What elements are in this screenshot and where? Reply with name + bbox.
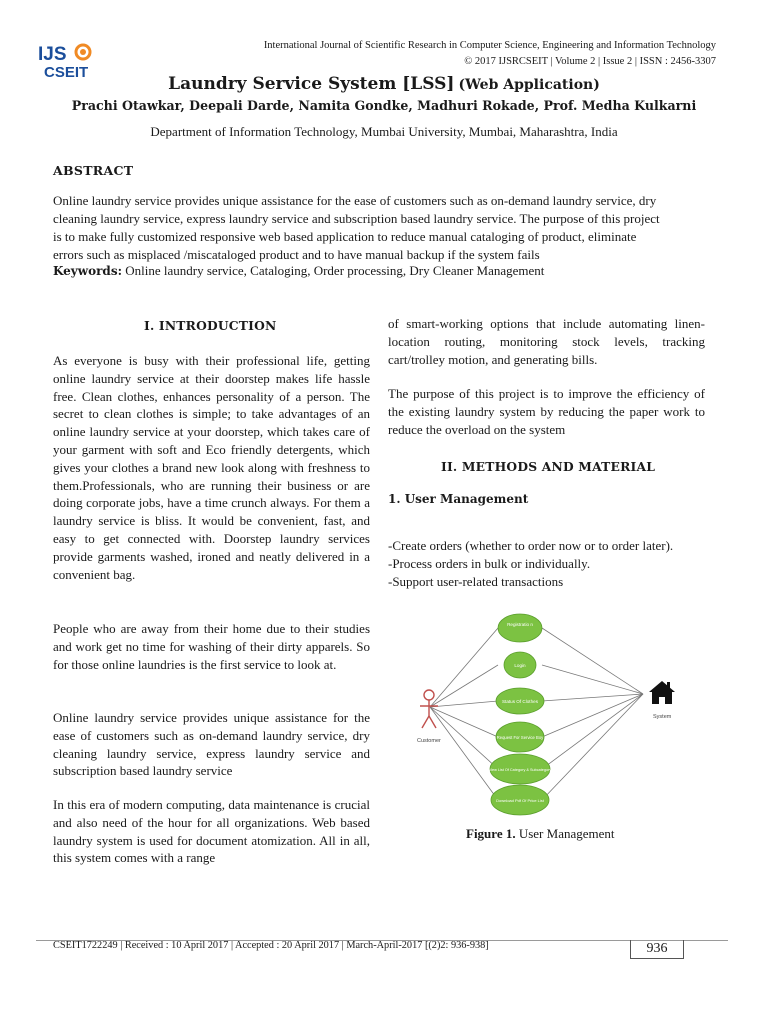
link-line: [430, 701, 498, 707]
use-case-label: Login: [514, 663, 526, 668]
paper-title: [0, 74, 768, 94]
intro-p1-text: As everyone is busy with their professional life, getting online laundry service at their doorstep makes life hassle free. Clean clothes, enhances personality of a person. The secret to clean clothes is simple; to take advantages of an online laundry service at your doorstep, which takes care of your garment with soft and Eco friendly detergents, which gives your clothes a brand new look along with freshness to them.Professionals, who are running their business or are doing corporate jobs, have a time crunch always. For them a laundry service is bliss. It would be convenient, fast, and easy to get connected with. Doorstep laundry services provide garments washed, ironed and neatly delivered in a convenient bag.: [53, 353, 370, 582]
introduction-heading: I. INTRODUCTION: [144, 318, 277, 333]
link-line: [430, 707, 498, 737]
footer-text: CSEIT1722249 | Received : 10 April 2017 | Accepted : 20 April 2017 | March-April-2017 [(2)2: 936-938]: [53, 940, 489, 951]
use-case-1: [498, 614, 542, 642]
list-item: -Create orders (whether to order now or to order later).: [388, 538, 674, 553]
affiliation: Department of Information Technology, Mumbai University, Mumbai, Maharashtra, India: [150, 124, 618, 139]
use-case-svg: [395, 612, 725, 817]
intro-paragraph-3: [53, 709, 370, 780]
intro-p3-text: Online laundry service provides unique assistance for the ease of customers such as on-demand laundry service, dry cleaning laundry service, express laundry service and subscription based laundry service: [53, 710, 370, 779]
intro-p5-text: of smart-working options that include automating linen-location routing, monitoring stock levels, tracking cart/trolley motion, and generating bills.: [388, 316, 705, 367]
authors: Prachi Otawkar, Deepali Darde, Namita Gondke, Madhuri Rokade, Prof. Medha Kulkarni: [71, 98, 697, 113]
link-line: [542, 694, 643, 701]
system-house-icon: [649, 681, 675, 704]
actor-links: [430, 628, 498, 800]
keywords-label: Keywords:: [53, 264, 123, 278]
user-management-list: [388, 537, 673, 590]
abstract-body: [53, 192, 716, 264]
system-label: System: [653, 714, 672, 720]
abstract-line: cleaning laundry service, express laundry service and subscription based laundry service. The purpose of this project: [53, 211, 660, 226]
use-case-4: [496, 722, 544, 752]
logo-text-top: IJS: [38, 44, 67, 65]
intro-paragraph-4: [53, 796, 370, 867]
intro-p6-text: The purpose of this project is to improve the efficiency of the existing laundry system by reducing the paper work to reduce the overload on the system: [388, 386, 705, 437]
keywords: [53, 262, 716, 280]
use-case-6: [491, 785, 549, 815]
user-management-subheading: 1. User Management: [388, 492, 529, 506]
logo-text-bottom: CSEIT: [44, 64, 89, 80]
use-case-ellipse: [498, 614, 542, 642]
journal-name: International Journal of Scientific Research in Computer Science, Engineering and Information Technology: [263, 40, 716, 51]
intro-paragraph-6: [388, 385, 705, 438]
link-line: [430, 628, 498, 707]
figure-caption-text: User Management: [515, 826, 615, 841]
use-case-label: Request For Service Boy: [496, 735, 544, 740]
page-number: 936: [630, 940, 684, 959]
logo-dot-icon: [80, 49, 86, 55]
intro-p4-text: In this era of modern computing, data maintenance is crucial and also need of the hour for all organizations. Web based laundry system is used for document atomization. All in all, this system comes with a range: [53, 797, 370, 866]
figure-caption: [466, 826, 615, 842]
use-case-label: View List Of Category & Subcategory: [488, 768, 552, 772]
intro-paragraph-2: [53, 620, 370, 673]
link-line: [542, 628, 643, 694]
abstract-line: Online laundry service provides unique assistance for the ease of customers such as on-demand laundry service, dry: [53, 193, 657, 208]
abstract-line: errors such as misplaced /miscataloged product and to have manual backup if the system fails: [53, 247, 540, 262]
use-case-3: [496, 688, 544, 714]
link-line: [542, 694, 643, 800]
paper-title-main: Laundry Service System [LSS]: [168, 74, 455, 94]
link-line: [542, 665, 643, 694]
system-links: [542, 628, 643, 800]
use-case-label: Registratio n: [507, 622, 533, 627]
link-line: [430, 707, 498, 800]
intro-paragraph-1: [53, 352, 370, 583]
issue-info: © 2017 IJSRCSEIT | Volume 2 | Issue 2 | ISSN : 2456-3307: [464, 56, 716, 67]
intro-p2-text: People who are away from their home due to their studies and work get no time for washing of their dirty apparels. So for those online laundries is the first service to look at.: [53, 621, 370, 672]
list-item: -Process orders in bulk or individually.: [388, 555, 591, 571]
use-case-diagram: [395, 612, 725, 817]
figure-caption-label: Figure 1.: [466, 826, 516, 841]
link-line: [430, 665, 498, 707]
list-item: -Support user-related transactions: [388, 573, 564, 589]
methods-heading: II. METHODS AND MATERIAL: [441, 459, 656, 474]
abstract-heading: ABSTRACT: [53, 163, 134, 178]
use-case-label: Status Of Clothes: [501, 699, 539, 704]
link-line: [542, 694, 643, 737]
actor-label: Customer: [417, 738, 441, 744]
use-case-2: [504, 652, 536, 678]
abstract-line: is to make fully customized responsive web based application to reduce manual cataloging of product, eliminate: [53, 229, 637, 244]
paper-title-sub: (Web Application): [458, 77, 600, 93]
use-case-5: [489, 754, 552, 784]
link-line: [542, 694, 643, 769]
intro-paragraph-5: [388, 315, 705, 368]
use-case-label: Download Pdf Of Price List: [496, 798, 544, 803]
keywords-text: Online laundry service, Cataloging, Order processing, Dry Cleaner Management: [122, 263, 545, 278]
